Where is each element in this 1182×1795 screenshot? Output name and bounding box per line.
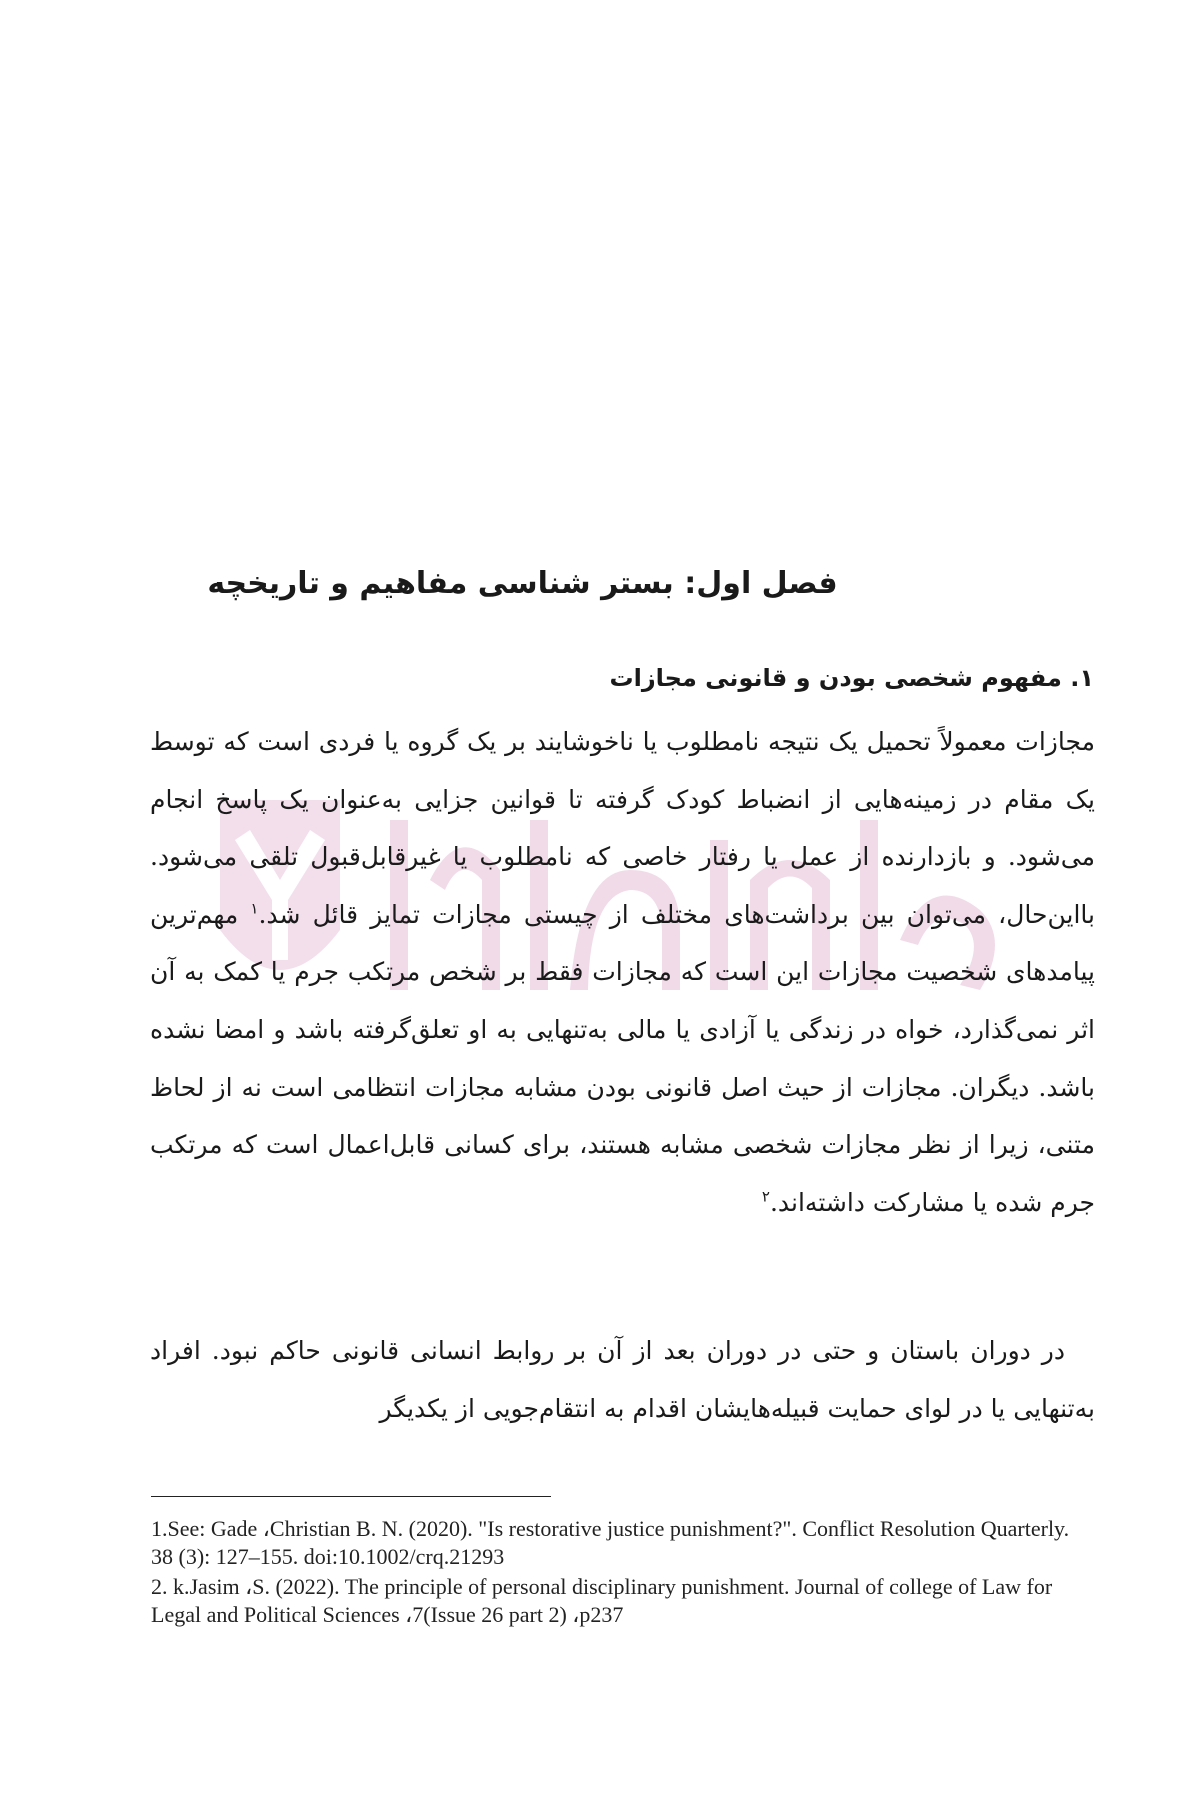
body-paragraph-2: در دوران باستان و حتی در دوران بعد از آن بر روابط انسانی قانونی حاکم نبود. افراد به‌تنهایی یا در لوای حمایت قبیله‌هایشان اقدام به انتقام‌جویی از یکدیگر [150,1336,1095,1423]
footnote-ref-2[interactable]: ۲ [761,1187,770,1206]
paragraph-1-text-a: مجازات معمولاً تحمیل یک نتیجه نامطلوب یا ناخوشایند بر یک گروه یا فردی است که توسط یک مقام در زمینه‌هایی از انضباط کودک گرفته تا قوانین جزایی به‌عنوان یک پاسخ انجام می‌شود. و بازدارنده از عمل یا رفتار خاصی که نامطلوب یا غیرقابل‌قبول تلقی می‌شود. بااین‌حال، می‌توان بین برداشت‌های مختلف از چیستی مجازات تمایز قائل شد. [150,727,1096,929]
footnote-1: 1.See: Gade ،Christian B. N. (2020). "Is restorative justice punishment?". Conflict Resolution Quarterly. 38 (3): 127–155. doi:10.1002/crq.21293 [151,1516,1070,1569]
footnote-divider [151,1496,551,1497]
footnotes [151,1515,1091,1631]
footnote-2: 2. k.Jasim ،S. (2022). The principle of personal disciplinary punishment. Journal of college of Law for Legal and Political Sciences ،7(Issue 26 part 2) ،p237 [151,1574,1053,1627]
paragraph-1-text-b: مهم‌ترین پیامدهای شخصیت مجازات این است که مجازات فقط بر شخص مرتکب جرم یا کمک به آن اثر نمی‌گذارد، خواه در زندگی یا آزادی یا مالی به‌تنهایی به او تعلق‌گرفته باشد و امضا نشده باشد. دیگران. مجازات از حیث اصل قانونی بودن مشابه مجازات انتظامی است نه از لحاظ متنی، زیرا از نظر مجازات شخصی مشابه هستند، برای کسانی قابل‌اعمال است که مرتکب جرم شده یا مشارکت داشته‌اند. [150,899,1095,1217]
body-paragraph-1 [150,713,1095,1231]
chapter-title: فصل اول: بستر شناسی مفاهیم و تاریخچه [207,566,838,601]
section-heading: ۱. مفهوم شخصی بودن و قانونی مجازات [609,664,1094,692]
footnote-ref-1[interactable]: ۱ [250,899,259,918]
